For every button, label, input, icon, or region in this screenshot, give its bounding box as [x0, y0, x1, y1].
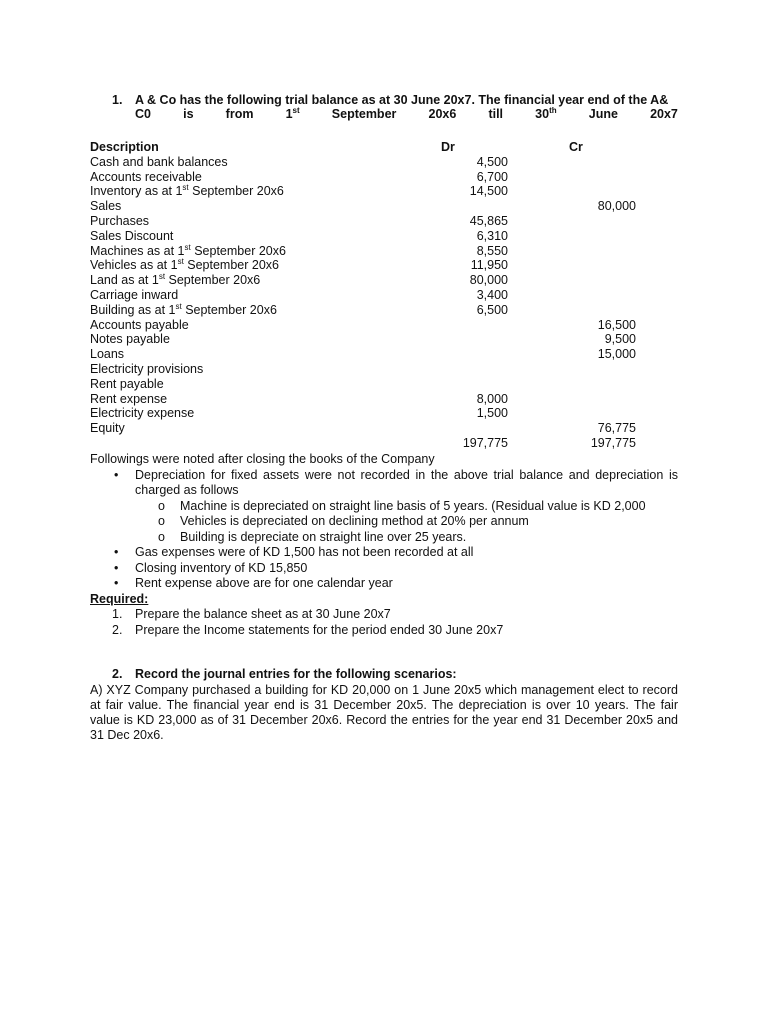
sub-bullet-icon: o [158, 514, 165, 528]
row-debit: 6,310 [476, 228, 508, 243]
row-description: Machines as at 1st September 20x6 [90, 242, 286, 258]
row-debit: 3,400 [476, 287, 508, 302]
bullet-icon: • [114, 545, 119, 559]
row-description: Inventory as at 1st September 20x6 [90, 183, 284, 199]
trial-balance-row [90, 332, 650, 347]
row-credit: 16,500 [597, 317, 636, 332]
row-debit: 14,500 [469, 184, 508, 199]
trial-balance-row [90, 155, 650, 170]
row-debit: 6,500 [476, 302, 508, 317]
sub-bullet-icon: o [158, 498, 165, 513]
trial-balance-row [90, 347, 650, 362]
row-description: Carriage inward [90, 287, 179, 302]
question-number: 1. [112, 93, 123, 107]
bullet-icon: • [114, 467, 119, 482]
question-2-heading: 2. Record the journal entries for the following scenarios: [112, 667, 457, 681]
trial-balance-row [90, 377, 650, 392]
note-sub-item: o Machine is depreciated on straight line basis of 5 years. (Residual value is KD 2,000 [158, 498, 646, 513]
note-bullet: • Closing inventory of KD 15,850 [114, 560, 308, 575]
row-debit: 6,700 [476, 169, 508, 184]
trial-balance-row [90, 258, 650, 273]
row-description: Cash and bank balances [90, 154, 228, 169]
notes-section [90, 452, 678, 638]
trial-balance-row [90, 436, 650, 451]
trial-balance-row [90, 273, 650, 288]
cr-header: Cr [569, 140, 583, 154]
row-description: Building as at 1st September 20x6 [90, 301, 277, 317]
bullet-icon: • [114, 576, 119, 590]
trial-balance-row [90, 229, 650, 244]
row-description: Sales Discount [90, 228, 174, 243]
row-description: Electricity provisions [90, 361, 204, 376]
row-description: Purchases [90, 213, 150, 228]
trial-balance-row [90, 170, 650, 185]
note-sub-item: o Vehicles is depreciated on declining method at 20% per annum [158, 514, 529, 528]
row-debit: 1,500 [476, 406, 508, 421]
row-description: Sales [90, 199, 122, 214]
question-number: 2. [112, 667, 123, 681]
question-1-line-1: A & Co has the following trial balance as at 30 June 20x7. The financial year end of the A& [135, 93, 669, 107]
note-bullet: • Rent expense above are for one calendar year [114, 576, 393, 590]
row-debit: 197,775 [462, 435, 508, 450]
description-header: Description [90, 140, 159, 154]
row-description: Notes payable [90, 332, 170, 347]
row-debit: 4,500 [476, 154, 508, 169]
trial-balance-row [90, 199, 650, 214]
bullet-icon: • [114, 560, 119, 575]
trial-balance-row [90, 288, 650, 303]
row-credit: 9,500 [604, 332, 636, 347]
trial-balance-row [90, 244, 650, 259]
row-description: Vehicles as at 1st September 20x6 [90, 257, 279, 273]
required-label: Required: [90, 591, 149, 606]
row-description: Equity [90, 421, 125, 436]
question-1-line-2: C0 is from 1st September 20x6 till 30th June 20x7 [135, 105, 678, 121]
row-debit: 8,550 [476, 243, 508, 258]
note-bullet: • Depreciation for fixed assets were not recorded in the above trial balance and depreciation is charged as follows [114, 467, 678, 497]
row-description: Rent payable [90, 376, 164, 391]
row-description: Accounts payable [90, 317, 189, 332]
trial-balance-row [90, 214, 650, 229]
row-credit: 197,775 [590, 435, 636, 450]
trial-balance-row [90, 406, 650, 421]
trial-balance-row [90, 392, 650, 407]
notes-intro: Followings were noted after closing the books of the Company [90, 452, 435, 466]
trial-balance-row [90, 303, 650, 318]
trial-balance-table [90, 140, 650, 451]
row-debit: 11,950 [470, 258, 508, 273]
row-description: Rent expense [90, 391, 168, 406]
trial-balance-row [90, 421, 650, 436]
question-2-paragraph: A) XYZ Company purchased a building for KD 20,000 on 1 June 20x5 which management elect to record at fair value. The financial year end is 31 December 20x5. The depreciation is over 10 years. The fair value is KD 23,000 as of 31 December 20x6. Record the entries for the year end 31 December 20x5 and 31 Dec 20x6. [90, 683, 678, 742]
question-1-heading [90, 93, 678, 125]
row-credit: 80,000 [597, 199, 636, 214]
row-debit: 80,000 [469, 273, 508, 288]
row-debit: 8,000 [476, 391, 508, 406]
note-bullet: • Gas expenses were of KD 1,500 has not been recorded at all [114, 545, 474, 559]
required-item: 2. Prepare the Income statements for the period ended 30 June 20x7 [112, 622, 504, 637]
row-description: Accounts receivable [90, 169, 202, 184]
dr-header: Dr [441, 140, 455, 154]
required-item: 1. Prepare the balance sheet as at 30 June 20x7 [112, 607, 391, 621]
row-description: Land as at 1st September 20x6 [90, 272, 261, 288]
note-sub-item: o Building is depreciate on straight line over 25 years. [158, 529, 467, 544]
trial-balance-row [90, 184, 650, 199]
row-description: Electricity expense [90, 406, 195, 421]
trial-balance-body [90, 155, 650, 451]
row-credit: 76,775 [597, 421, 636, 436]
trial-balance-row [90, 362, 650, 377]
row-description: Loans [90, 347, 125, 362]
row-debit: 45,865 [469, 213, 508, 228]
trial-balance-row [90, 318, 650, 333]
sub-bullet-icon: o [158, 529, 165, 544]
trial-balance-header [90, 140, 650, 155]
row-credit: 15,000 [597, 347, 636, 362]
